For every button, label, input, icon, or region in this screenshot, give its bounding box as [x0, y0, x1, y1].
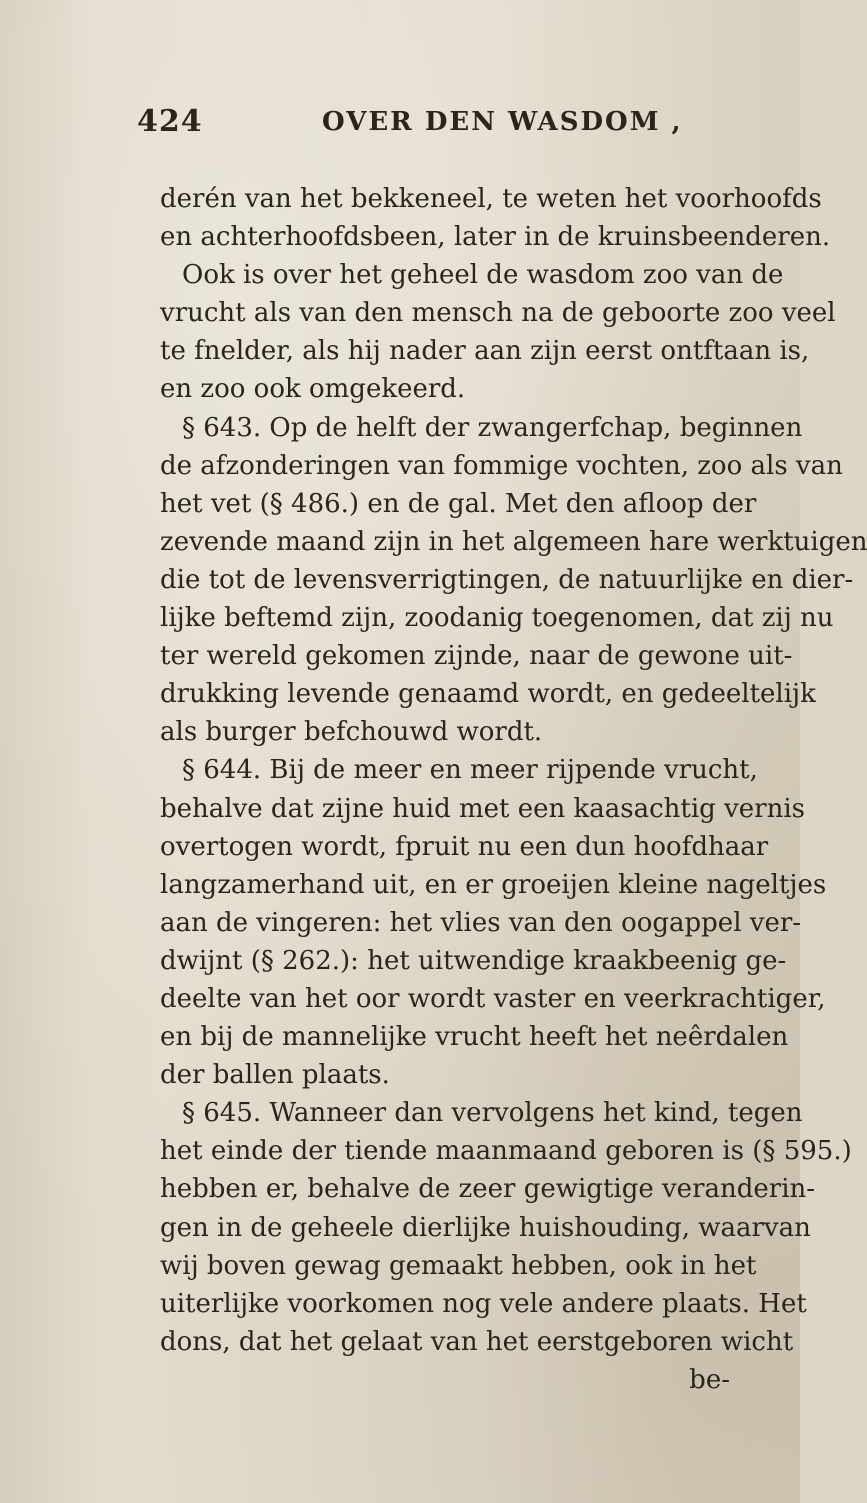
- text-line: zevende maand zijn in het algemeen hare werktuigen: [160, 526, 867, 557]
- text-line: de afzonderingen van fommige vochten, zoo als van: [160, 450, 843, 481]
- text-line: hebben er, behalve de zeer gewigtige veranderin-: [160, 1174, 816, 1205]
- text-line: § 644. Bij de meer en meer rijpende vrucht,: [182, 755, 758, 786]
- text-line: uiterlijke voorkomen nog vele andere plaats. Het: [160, 1288, 807, 1319]
- text-line: § 645. Wanneer dan vervolgens het kind, tegen: [182, 1098, 803, 1129]
- running-head: [137, 104, 697, 148]
- text-line: ter wereld gekomen zijnde, naar de gewone uit-: [160, 641, 793, 672]
- text-line: en bij de mannelijke vrucht heeft het neêrdalen: [160, 1022, 789, 1053]
- text-line: overtogen wordt, fpruit nu een dun hoofdhaar: [160, 831, 769, 862]
- text-line: derén van het bekkeneel, te weten het voorhoofds: [160, 184, 822, 214]
- page-number: 424: [137, 104, 203, 139]
- text-line: te fnelder, als hij nader aan zijn eerst ontftaan is,: [160, 336, 810, 367]
- text-line: het vet (§ 486.) en de gal. Met den afloop der: [160, 488, 757, 519]
- text-line: als burger befchouwd wordt.: [160, 717, 543, 748]
- text-line: § 643. Op de helft der zwangerfchap, beginnen: [182, 412, 803, 443]
- text-line: en zoo ook omgekeerd.: [160, 374, 466, 405]
- text-line: deelte van het oor wordt vaster en veerkrachtiger,: [160, 983, 826, 1014]
- body-text: [160, 180, 867, 1399]
- text-line: die tot de levensverrigtingen, de natuurlijke en dier-: [160, 564, 854, 595]
- text-line: vrucht als van den mensch na de geboorte zoo veel: [160, 298, 836, 329]
- catchword: be-: [689, 1364, 730, 1395]
- text-line: wij boven gewag gemaakt hebben, ook in het: [160, 1250, 757, 1281]
- text-line: behalve dat zijne huid met een kaasachtig vernis: [160, 793, 805, 824]
- text-line: het einde der tiende maanmaand geboren is (§ 595.): [160, 1136, 852, 1167]
- text-line: en achterhoofdsbeen, later in de kruinsbeenderen.: [160, 222, 831, 253]
- text-line: Ook is over het geheel de wasdom zoo van de: [182, 260, 784, 291]
- running-title: OVER DEN WASDOM ,: [322, 107, 683, 137]
- text-line: aan de vingeren: het vlies van den oogappel ver-: [160, 907, 802, 938]
- text-line: dons, dat het gelaat van het eerstgeboren wicht: [160, 1326, 794, 1357]
- text-line: der ballen plaats.: [160, 1060, 390, 1091]
- text-line: drukking levende genaamd wordt, en gedeeltelijk: [160, 679, 816, 710]
- text-line: langzamerhand uit, en er groeijen kleine nageltjes: [160, 869, 827, 900]
- text-line: dwijnt (§ 262.): het uitwendige kraakbeenig ge-: [160, 945, 787, 976]
- text-line: gen in de geheele dierlijke huishouding, waarvan: [160, 1212, 811, 1243]
- text-line: lijke beftemd zijn, zoodanig toegenomen, dat zij nu: [160, 603, 834, 634]
